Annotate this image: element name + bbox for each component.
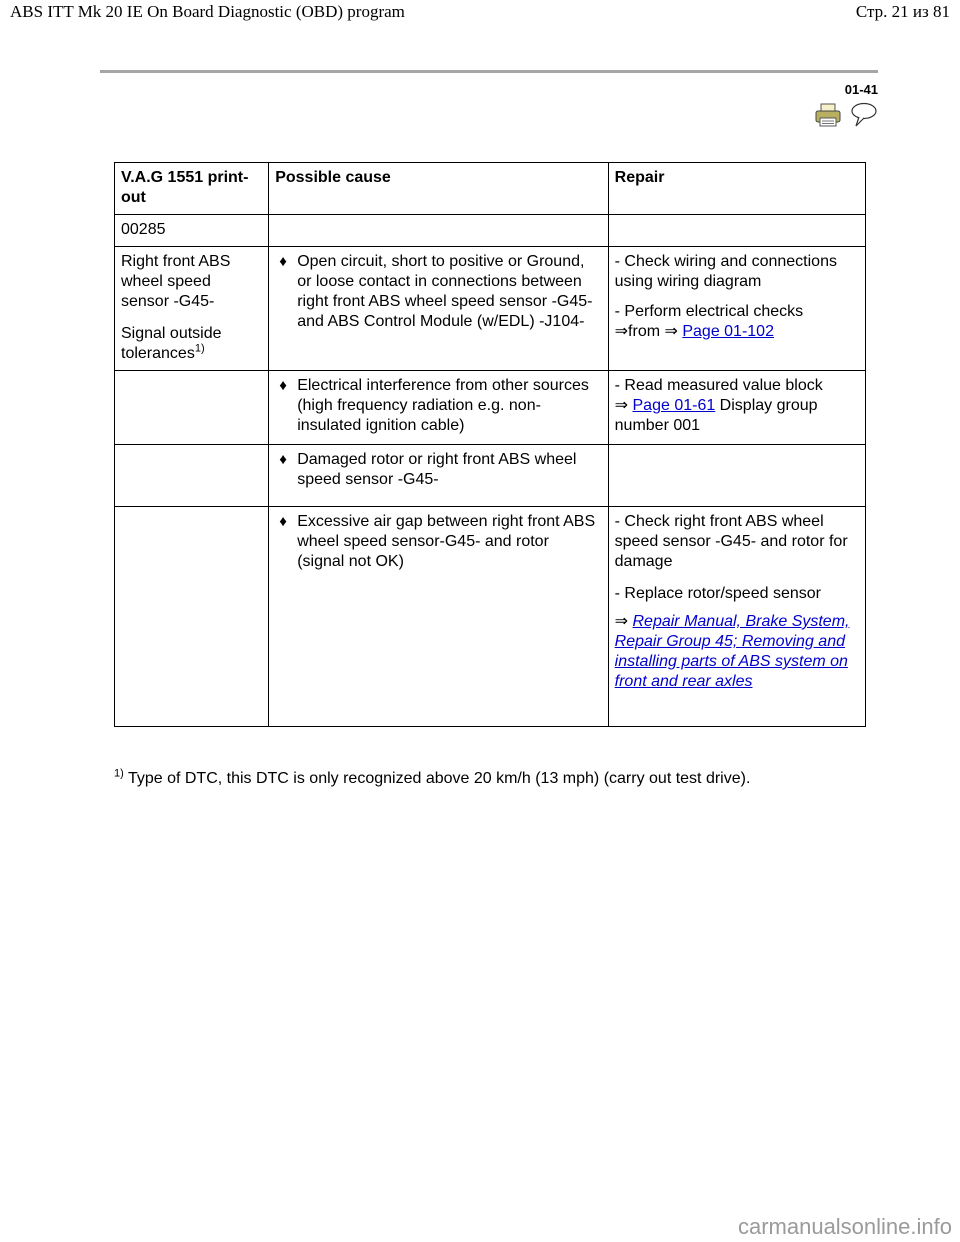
footnote-text: Type of DTC, this DTC is only recognized above 20 km/h (13 mph) (carry out test drive). [123, 770, 751, 787]
fault-description: Signal outside tolerances$^{1)}$ [121, 325, 222, 362]
printout-cell [115, 247, 269, 371]
column-header: Repair [608, 163, 865, 215]
page-link[interactable]: Page 01-61 [632, 397, 716, 414]
footnote [114, 767, 751, 788]
footnote-mark: 1) [114, 767, 124, 780]
cause-cell [269, 371, 608, 445]
repair-manual-link[interactable]: Repair Manual, Brake System, Repair Group 45; Removing and installing parts of ABS system on front and rear axles [614, 613, 850, 690]
speech-bubble-icon[interactable] [850, 102, 878, 128]
footnote-ref: 1) [194, 342, 205, 355]
repair-cell: - Read measured value block ⇒ Page 01-61 Display group number 001 [608, 371, 865, 445]
table-row [115, 215, 866, 247]
page-number: 01-41 [844, 82, 878, 97]
cause-cell [269, 507, 608, 727]
repair-step: ⇒ Repair Manual, Brake System, Repair Group 45; Removing and installing parts of ABS system on front and rear axles [614, 613, 850, 690]
page-link[interactable]: Page 01-102 [682, 323, 774, 340]
cause-text: Damaged rotor or right front ABS wheel speed sensor -G45- [297, 451, 577, 488]
diamond-bullet-icon: ♦ [279, 253, 287, 270]
repair-cell [608, 507, 865, 727]
component-name: Right front ABS wheel speed sensor -G45- [121, 253, 231, 310]
repair-step: - Check right front ABS wheel speed sensor -G45- and rotor for damage [614, 513, 848, 570]
diamond-bullet-icon: ♦ [279, 377, 287, 394]
printer-icon[interactable] [814, 102, 842, 128]
cause-cell [269, 445, 608, 507]
diamond-bullet-icon: ♦ [279, 451, 287, 468]
table-row [115, 507, 866, 727]
page-counter: Стр. 21 из 81 [855, 2, 950, 21]
dtc-table [114, 162, 866, 727]
fault-code: 00285 [115, 215, 269, 247]
cause-cell [269, 247, 608, 371]
repair-step: - Check wiring and connections using wiring diagram [614, 253, 837, 290]
cause-text: Excessive air gap between right front ABS wheel speed sensor-G45- and rotor (signal not OK) [297, 513, 596, 570]
repair-step: - Replace rotor/speed sensor [614, 585, 821, 602]
cause-text: Electrical interference from other sources (high frequency radiation e.g. non-insulated ignition cable) [297, 377, 589, 434]
column-header: Possible cause [269, 163, 608, 215]
repair-cell [608, 247, 865, 371]
column-header: V.A.G 1551 print-out [115, 163, 269, 215]
table-row [115, 247, 866, 371]
toolbar-icons [814, 102, 878, 128]
repair-step: - Perform electrical checks ⇒from ⇒ Page 01-102 [614, 303, 804, 340]
header-rule [100, 70, 878, 73]
table-row [115, 371, 866, 445]
table-header-row [115, 163, 866, 215]
document-title: ABS ITT Mk 20 IE On Board Diagnostic (OBD) program [10, 2, 405, 21]
cause-text: Open circuit, short to positive or Ground, or loose contact in connections between right front ABS wheel speed sensor -G45- and ABS Control Module (w/EDL) -J104- [297, 253, 593, 330]
diamond-bullet-icon: ♦ [279, 513, 287, 530]
table-row [115, 445, 866, 507]
watermark: carmanualsonline.info [737, 1214, 952, 1239]
